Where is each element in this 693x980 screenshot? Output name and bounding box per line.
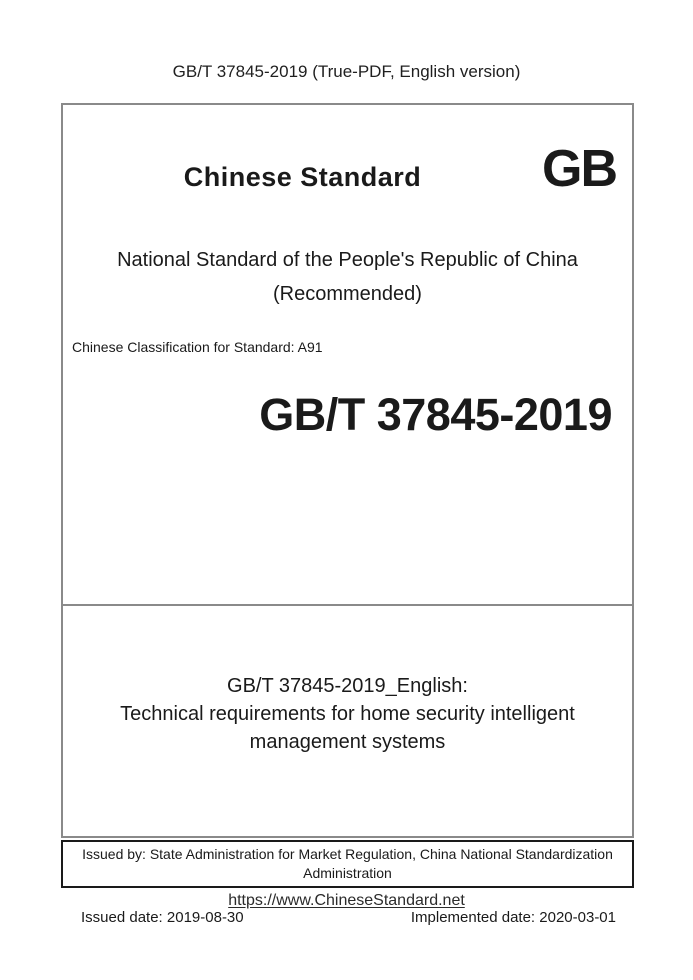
dates-row [63, 909, 632, 926]
english-title-block [63, 672, 632, 756]
brand-title: Chinese Standard [183, 162, 422, 192]
classification-line: Chinese Classification for Standard: A91 [72, 339, 323, 355]
implemented-date: Implemented date: 2020-03-01 [410, 909, 616, 926]
page-footer [0, 892, 693, 910]
document-header-title: GB/T 37845-2019 (True-PDF, English version) [172, 62, 521, 81]
standard-code: GB/T 37845-2019 [259, 389, 612, 440]
english-title-line2: Technical requirements for home security intelligent [120, 703, 575, 725]
brand-row [63, 140, 632, 198]
footer-link[interactable]: https://www.ChineseStandard.net [228, 892, 465, 909]
national-standard-block [63, 243, 632, 311]
issuer-box [61, 840, 634, 888]
issued-date: Issued date: 2019-08-30 [81, 909, 244, 926]
cover-top-section [63, 140, 632, 606]
national-standard-line: National Standard of the People's Republic of China [117, 249, 578, 271]
recommended-line: (Recommended) [273, 283, 422, 305]
english-title-line3: management systems [249, 731, 446, 753]
gb-logo: GB [542, 140, 616, 198]
english-title-line1: GB/T 37845-2019_English: [227, 675, 468, 697]
issuer-text: Issued by: State Administration for Market Regulation, China National Standardization Administration [82, 846, 613, 881]
